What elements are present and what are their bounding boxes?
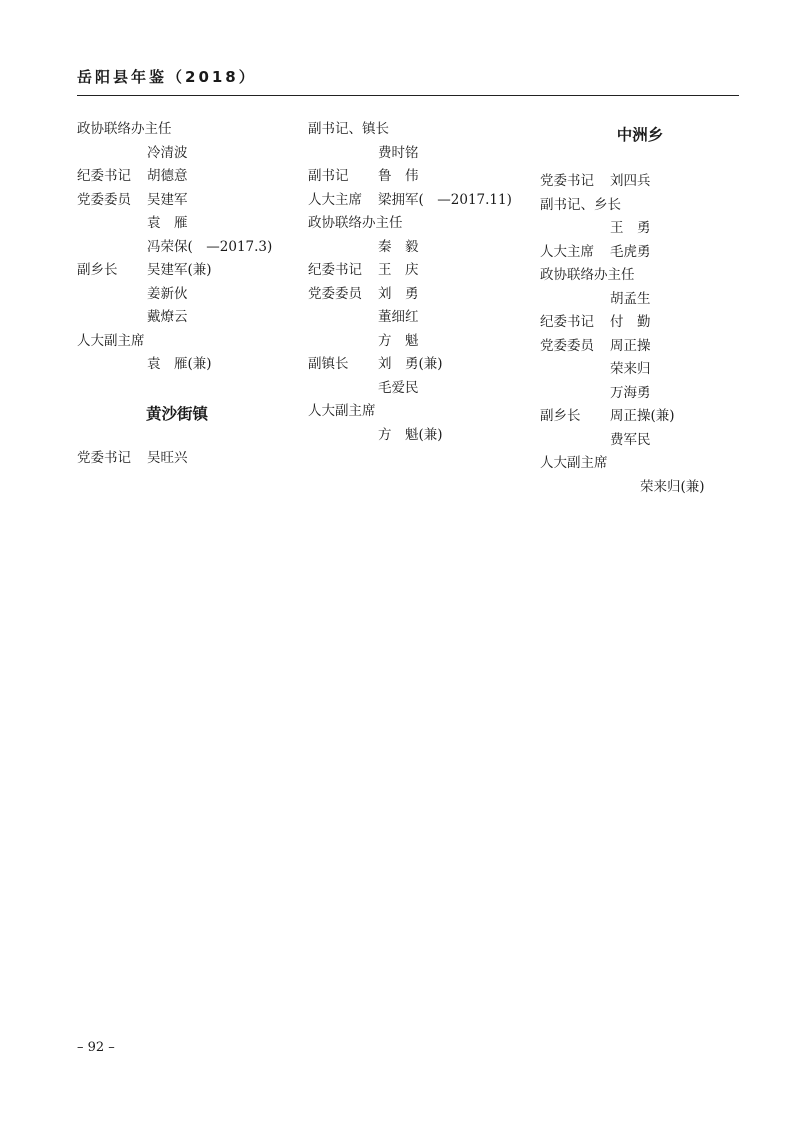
roster-line: 费时铭 xyxy=(378,144,419,161)
roster-line: 党委书记 刘四兵 xyxy=(540,173,651,189)
section-title-huangshajie: 黄沙街镇 xyxy=(145,404,208,423)
roster-line: 副书记 鲁 伟 xyxy=(308,168,419,184)
roster-line: 副乡长 周正操(兼) xyxy=(540,408,675,424)
roster-line: 荣来归(兼) xyxy=(640,478,705,495)
section-title-zhongzhou: 中洲乡 xyxy=(616,126,664,144)
roster-line: 纪委书记 胡德意 xyxy=(77,168,188,184)
roster-line: 人大副主席 xyxy=(540,455,608,471)
roster-line: 万海勇 xyxy=(610,384,651,401)
roster-line: 党委委员 吴建军 xyxy=(77,191,188,208)
roster-line: 胡孟生 xyxy=(610,290,651,307)
roster-line: 方 魁 xyxy=(378,332,419,349)
roster-line: 人大主席 毛虎勇 xyxy=(540,243,651,260)
header-rule xyxy=(77,95,739,96)
roster-line: 纪委书记 王 庆 xyxy=(308,262,419,278)
roster-line: 袁 雁 xyxy=(147,215,188,231)
roster-line: 姜新伙 xyxy=(147,285,188,302)
roster-line: 副书记、镇长 xyxy=(308,121,389,137)
roster-line: 人大副主席 xyxy=(77,332,145,349)
roster-line: 副乡长 吴建军(兼) xyxy=(77,262,212,278)
roster-line: 党委书记 吴旺兴 xyxy=(77,449,188,466)
roster-line: 方 魁(兼) xyxy=(378,426,443,443)
column-2 xyxy=(308,118,523,447)
column-3 xyxy=(540,112,740,499)
column-1 xyxy=(77,118,277,470)
roster-line: 政协联络办主任 xyxy=(308,215,403,231)
roster-line: 董细红 xyxy=(378,309,419,325)
roster-line: 荣来归 xyxy=(610,361,651,377)
roster-line: 毛爱民 xyxy=(378,379,419,396)
roster-line: 党委委员 周正操 xyxy=(540,337,651,354)
roster-line: 党委委员 刘 勇 xyxy=(308,285,419,302)
roster-line: 冯荣保( —2017.3) xyxy=(147,238,273,255)
roster-line: 人大副主席 xyxy=(308,403,376,419)
running-header: 岳阳县年鉴（2018） xyxy=(77,68,257,86)
roster-line: 纪委书记 付 勤 xyxy=(540,314,651,330)
roster-line: 戴燎云 xyxy=(147,309,188,325)
roster-line: 政协联络办主任 xyxy=(77,121,172,137)
roster-line: 秦 毅 xyxy=(378,238,419,255)
roster-line: 副书记、乡长 xyxy=(540,196,621,213)
roster-line: 王 勇 xyxy=(610,220,651,236)
roster-line: 人大主席 梁拥军( —2017.11) xyxy=(308,191,512,208)
roster-line: 袁 雁(兼) xyxy=(147,356,212,372)
roster-line: 副镇长 刘 勇(兼) xyxy=(308,356,443,372)
page-number: – 92 – xyxy=(77,1040,115,1055)
roster-line: 冷清波 xyxy=(147,144,188,161)
roster-line: 费军民 xyxy=(610,431,651,448)
roster-line: 政协联络办主任 xyxy=(540,267,635,283)
